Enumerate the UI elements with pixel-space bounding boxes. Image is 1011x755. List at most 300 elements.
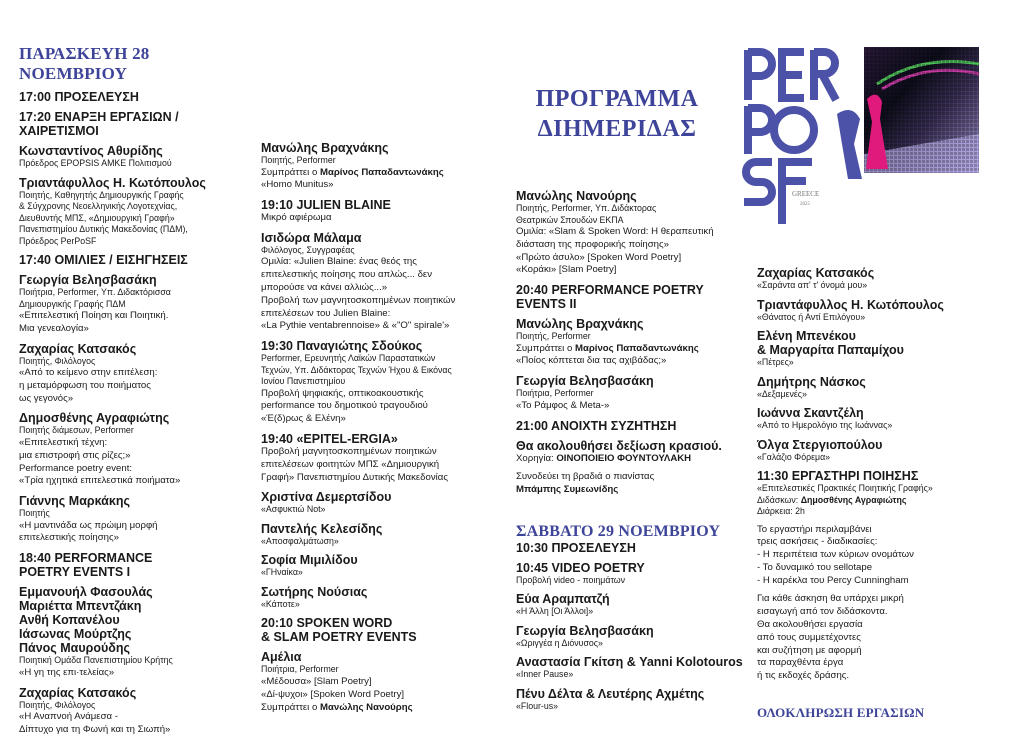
person-details: [19, 508, 254, 520]
entry-text: [261, 413, 496, 426]
person-details: [757, 420, 1002, 432]
entry-text-text: Δίπτυχο για τη Φωνή και τη Σιωπή»: [19, 723, 171, 735]
session-time-title: [19, 565, 254, 579]
person-name: [516, 374, 751, 388]
person-name-text: Ιωάννα Σκαντζέλη: [757, 406, 864, 420]
schedule-entry: [516, 471, 751, 497]
schedule-entry: [516, 687, 751, 713]
person-details-text: Φιλόλογος, Συγγραφέας: [261, 244, 355, 255]
session-time-title: [19, 253, 254, 267]
entry-text-text: Θα ακολουθήσει εργασία: [757, 619, 863, 631]
person-details: [19, 190, 254, 202]
person-name: [19, 686, 254, 700]
person-name-text: Εμμανουήλ Φασουλάς: [19, 585, 153, 600]
person-details-text: Ποιητική Ομάδα Πανεπιστημίου Κρήτης: [19, 655, 173, 666]
entry-text: [261, 459, 496, 472]
person-details-text: Πρόεδρος PerPoSF: [19, 235, 97, 246]
entry-text: [261, 308, 496, 321]
person-name-text: Πάνος Μαυρούδης: [19, 641, 131, 656]
person-details: [261, 376, 496, 388]
schedule-entry: [757, 266, 1002, 292]
person-name-text: Μανώλης Βραχνάκης: [261, 141, 389, 155]
person-details-text: «Ασφυκτιώ Not»: [261, 504, 326, 515]
session-time-title-text: 18:40 PERFORMANCE: [19, 551, 153, 566]
session-time-title-text: 21:00 ΑΝΟΙΧΤΗ ΣΥΖΗΤΗΣΗ: [516, 418, 677, 433]
person-details-text: «Η Άλλη [Οι Άλλοι]»: [516, 606, 594, 617]
person-details: [516, 701, 751, 713]
schedule-entry: [516, 624, 751, 650]
person-name: [516, 687, 751, 701]
person-details-text: «Ωριγγέα η Διόνυσος»: [516, 637, 603, 648]
person-name: [757, 406, 1002, 420]
person-details: [757, 452, 1002, 464]
entry-text-text: «Το Ράμφος & Meta-»: [516, 399, 610, 411]
entry-text-text: μπορούσε να κάνει αλλιώς...»: [261, 281, 388, 293]
person-name-text: Γεωργία Βελησβασάκη: [516, 623, 654, 638]
person-details-text: Διάρκεια: 2h: [757, 506, 805, 516]
person-name-text: Εύα Αραμπατζή: [516, 592, 610, 607]
person-details: [261, 365, 496, 377]
person-details: [261, 504, 496, 516]
person-details: [261, 599, 496, 611]
schedule-entry: [261, 553, 496, 579]
entry-text: [757, 670, 1002, 683]
perposf-logo-graphic: [742, 44, 987, 224]
person-name-text: Ισιδώρα Μάλαμα: [261, 230, 362, 245]
entry-text-text: τρεις ασκήσεις - διαδικασίες:: [757, 536, 878, 548]
schedule-entry: [261, 339, 496, 426]
entry-text: [19, 437, 254, 450]
logo-letters: [744, 50, 836, 224]
entry-text-text: «Η Αναπνοή Ανάμεσα -: [19, 711, 118, 723]
person-details: [261, 664, 496, 676]
person-details: [516, 215, 751, 227]
entry-text: [261, 167, 496, 180]
session-time-title-text: 19:40 «EPITEL-ERGIA»: [261, 432, 398, 447]
entry-text-text: «Δί-ψυχοι» [Spoken Word Poetry]: [261, 688, 405, 700]
entry-text-text: Ομιλία: «Julien Blaine: ένας θεός της: [261, 256, 417, 268]
entry-text: [19, 393, 254, 406]
session-time-title: [19, 551, 254, 565]
person-name-text: Μαριέττα Μπεντζάκη: [19, 599, 142, 614]
person-name-text: Μανώλης Βραχνάκης: [516, 317, 644, 332]
program-title-line: ΔΙΗΜΕΡΙΔΑΣ: [537, 116, 697, 142]
column-saturday: [757, 260, 1002, 727]
entry-text: [261, 472, 496, 485]
column-friday-evening: [261, 135, 496, 714]
entry-text-text: επιτελεστικής ποίησης»: [19, 532, 119, 544]
schedule-entry: [19, 494, 254, 545]
entry-text: [19, 463, 254, 476]
entry-text: [757, 562, 1002, 575]
session-time-title-text: 11:30 ΕΡΓΑΣΤΗΡΙ ΠΟΙΗΣΗΣ: [757, 469, 919, 483]
closing-heading: ΟΛΟΚΛΗΡΩΣΗ ΕΡΓΑΣΙΩΝ: [757, 705, 925, 721]
entry-text-text: Συμπράττει ο: [516, 342, 575, 354]
entry-text: [261, 400, 496, 413]
entry-text-text: «Επιτελεστική τέχνη:: [19, 436, 108, 448]
person-name: [19, 599, 254, 613]
session-time-title: [261, 432, 496, 446]
person-name: [19, 342, 254, 356]
person-details: [516, 575, 751, 587]
session-time-title: [516, 297, 751, 311]
entry-text: [261, 320, 496, 333]
entry-text: [516, 400, 751, 413]
person-details-text: «Inner Pause»: [516, 669, 574, 680]
entry-text: [261, 295, 496, 308]
session-time-title: [261, 198, 496, 212]
person-details: [261, 155, 496, 167]
person-details: [19, 213, 254, 225]
person-details: [516, 669, 751, 681]
schedule-entry: [261, 231, 496, 333]
person-details: [516, 203, 751, 215]
highlighted-name: Μανώλης Νανούρης: [319, 701, 413, 713]
entry-text-text: «Τρία ηχητικά επιτελεστικά ποιήματα»: [19, 475, 181, 487]
entry-text: [261, 212, 496, 225]
entry-text: [757, 536, 1002, 549]
person-name-text: Γιάννης Μαρκάκης: [19, 494, 130, 509]
person-details-text: Ποιήτρια, Performer, Υπ. Διδακτόρισσα: [19, 287, 171, 297]
schedule-entry: [757, 438, 1002, 464]
person-details: [516, 606, 751, 618]
column-friday-late: [516, 183, 751, 712]
person-details-text: Ποιητής: [19, 508, 50, 519]
entry-text-text: - Η καρέκλα του Percy Cunningham: [757, 574, 909, 586]
entry-text-text: «Πρώτο άσυλο» [Spoken Word Poetry]: [516, 251, 682, 263]
session-time-title-text: & SLAM POETRY EVENTS: [261, 630, 417, 645]
entry-text-text: επιτελέσεων του Julien Blaine:: [261, 307, 391, 319]
entry-text-text: Για κάθε άσκηση θα υπάρχει μικρή: [757, 593, 904, 605]
entry-text: [19, 724, 254, 737]
person-name-text: Δημήτρης Νάσκος: [757, 374, 866, 389]
person-name: [516, 624, 751, 638]
entry-text-text: Μια γενεαλογία»: [19, 322, 89, 334]
schedule-entry: [757, 593, 1002, 683]
entry-text: [19, 367, 254, 380]
schedule-entry: [19, 686, 254, 737]
schedule-entry: [516, 655, 751, 681]
session-time-title-text: 19:30 Παναγιώτης Σδούκος: [261, 339, 423, 354]
person-name-text: Χριστίνα Δεμερτσίδου: [261, 490, 392, 505]
person-name: [516, 189, 751, 203]
person-name: [19, 627, 254, 641]
person-details-text: «Από το Ημερολόγιο της Ιωάννας»: [757, 420, 893, 430]
schedule-entry: [261, 616, 496, 644]
person-name-text: Σοφία Μιμιλίδου: [261, 553, 358, 568]
entry-text: [516, 226, 751, 239]
person-details-text: «Γαλάζιο Φόρεμα»: [757, 451, 831, 462]
person-name-text: Μανώλης Νανούρης: [516, 189, 637, 203]
person-name: [19, 585, 254, 599]
schedule-entry: [19, 551, 254, 579]
highlighted-name: Μαρίνος Παπαδαντωνάκης: [574, 342, 699, 354]
entry-text: [261, 702, 496, 715]
entry-text: [516, 264, 751, 277]
entry-text: [261, 282, 496, 295]
entry-text: [757, 632, 1002, 645]
person-name: [261, 231, 496, 245]
session-time-title: [19, 110, 254, 124]
person-details-text: Ιονίου Πανεπιστημίου: [261, 376, 346, 387]
person-details-text: Πανεπιστημίου Δυτικής Μακεδονίας (ΠΔΜ),: [19, 224, 188, 234]
schedule-entry: [19, 176, 254, 248]
schedule-entry: [757, 406, 1002, 432]
entry-text-text: Χορηγία:: [516, 452, 557, 464]
person-details-text: «Πέτρες»: [757, 357, 794, 367]
session-time-title: [516, 541, 751, 555]
entry-text-text: Συμπράττει ο: [261, 701, 320, 713]
person-details-text: Διευθυντής ΜΠΣ, «Δημιουργική Γραφή»: [19, 212, 175, 223]
schedule-entry: [757, 329, 1002, 369]
person-name: [516, 655, 751, 669]
schedule-entry: [516, 439, 751, 466]
schedule-entry: [261, 198, 496, 225]
entry-text: [516, 355, 751, 368]
person-details-text: Τεχνών, Υπ. Διδάκτορας Τεχνών Ήχου & Εικόνας: [261, 364, 452, 375]
schedule-entry: [516, 374, 751, 412]
person-details-text: Ποιητής, Performer, Υπ. Διδάκτορας: [516, 203, 657, 213]
day-heading-friday: ΠΑΡΑΣΚΕΥΗ 28 ΝΟΕΜΒΡΙΟΥ: [19, 44, 150, 83]
session-time-title: [19, 124, 254, 138]
person-name: [516, 317, 751, 331]
schedule-entry: [516, 317, 751, 368]
person-details: [757, 280, 1002, 292]
session-time-title-text: 10:30 ΠΡΟΣΕΛΕΥΣΗ: [516, 540, 636, 555]
entry-text-text: Το εργαστήρι περιλαμβάνει: [757, 523, 872, 535]
person-name-text: Ιάσωνας Μούρτζης: [19, 627, 132, 642]
schedule-entry: [757, 298, 1002, 324]
entry-text-text: Μικρό αφιέρωμα: [261, 212, 332, 224]
day-heading-saturday: ΣΑΒΒΑΤΟ 29 ΝΟΕΜΒΡΙΟΥ: [516, 522, 721, 540]
session-time-title: [516, 561, 751, 575]
person-details: [757, 495, 1002, 507]
entry-text: [757, 606, 1002, 619]
schedule-entry: [19, 585, 254, 679]
session-time-title-text: 17:40 ΟΜΙΛΙΕΣ / ΕΙΣΗΓΗΣΕΙΣ: [19, 253, 188, 267]
program-title: [522, 84, 712, 144]
svg-text:GREECE: GREECE: [792, 190, 820, 198]
schedule-entry: [261, 432, 496, 484]
entry-text-text: «La Pythie ventabrennoise» & «"O" spirale'»: [261, 320, 450, 332]
session-time-title-text: 10:45 VIDEO POETRY: [516, 560, 645, 575]
entry-text-text: «Ποίος κόπτεται δια τας αχιβάδας;»: [516, 355, 667, 367]
program-title-line: ΠΡΟΓΡΑΜΜΑ: [535, 86, 699, 112]
person-details-text: Ποιητής, Performer: [516, 331, 591, 342]
person-name: [19, 494, 254, 508]
person-name-text: Ζαχαρίας Κατσακός: [757, 266, 875, 280]
person-name-text: Ελένη Μπενέκου: [757, 329, 856, 343]
schedule-entry: [19, 110, 254, 138]
entry-text: [261, 676, 496, 689]
person-name: [19, 641, 254, 655]
entry-text-text: Προβολή ψηφιακής, οπτικοακουστικής: [261, 387, 424, 399]
entry-text-text: «Η μαντινάδα ως πρώιμη μορφή: [19, 519, 158, 531]
entry-text: [19, 667, 254, 680]
person-details: [19, 158, 254, 170]
schedule-entry: [261, 141, 496, 192]
entry-text: [19, 532, 254, 545]
entry-text: [19, 323, 254, 336]
entry-text-text: «Από το κείμενο στην επιτέλεση:: [19, 367, 158, 379]
person-details-text: «Κάποτε»: [261, 598, 300, 609]
schedule-entry: [757, 469, 1002, 518]
person-details: [19, 299, 254, 311]
entry-text-text: εισαγωγή από τον διδάσκοντα.: [757, 606, 888, 618]
schedule-entry: [19, 253, 254, 267]
entry-text: [757, 645, 1002, 658]
entry-text-text: «Κοράκι» [Slam Poetry]: [516, 264, 617, 276]
person-details-text: Διδάσκων:: [757, 494, 801, 505]
entry-text-text: από τους συμμετέχοντες: [757, 631, 861, 643]
session-time-title: [757, 469, 1002, 483]
entry-text-text: μια επιστροφή στις ρίζες;»: [19, 449, 131, 461]
entry-text-text: «Η γη της επι·τελείας»: [19, 666, 115, 678]
person-details: [19, 224, 254, 236]
schedule-entry: [19, 273, 254, 336]
person-name: [516, 592, 751, 606]
schedule-entry: [516, 189, 751, 277]
entry-text: [19, 310, 254, 323]
entry-text: [261, 388, 496, 401]
entry-text-text: «Έ(δ)ρως & Ελένη»: [261, 413, 346, 425]
schedule-entry: [516, 592, 751, 618]
person-details: [261, 245, 496, 257]
person-details-text: Ποιητής, Φιλόλογος: [19, 355, 96, 366]
entry-text-text: «Επιτελεστική Ποίηση και Ποιητική.: [19, 310, 169, 321]
schedule-entry: [757, 375, 1002, 401]
person-details-text: «Δεξαμενές»: [757, 388, 807, 399]
person-name-text: Αμέλια: [261, 650, 302, 665]
person-details-text: Ποιητής, Φιλόλογος: [19, 699, 96, 710]
person-details: [516, 331, 751, 343]
schedule-entry: [261, 490, 496, 516]
person-details-text: Ποιήτρια, Performer: [261, 664, 339, 675]
person-name-text: Γεωργία Βελησβασάκη: [516, 374, 654, 389]
entry-text: [757, 593, 1002, 606]
person-name: [261, 522, 496, 536]
person-details-text: Ποιητής, Καθηγητής Δημιουργικής Γραφής: [19, 189, 184, 200]
schedule-entry: [261, 650, 496, 714]
session-time-title-text: 19:10 JULIEN BLAINE: [261, 198, 391, 213]
schedule-entry: [516, 541, 751, 555]
person-details: [19, 356, 254, 368]
person-details-text: Ποιήτρια, Performer: [516, 388, 594, 399]
schedule-entry: [516, 561, 751, 587]
person-name-text: & Μαργαρίτα Παπαμίχου: [757, 343, 904, 357]
person-details: [261, 353, 496, 365]
person-name-text: Όλγα Στεργιοπούλου: [757, 437, 883, 452]
person-details-text: «Επιτελεστικές Πρακτικές Ποιητικής Γραφής»: [757, 483, 933, 493]
person-details: [757, 357, 1002, 369]
person-name: [516, 439, 751, 453]
entry-text: [19, 475, 254, 488]
perposf-logo: [742, 44, 987, 224]
entry-text-text: επιτελέσεων φοιτητών ΜΠΣ «Δημιουργική: [261, 458, 440, 470]
entry-text: [19, 380, 254, 393]
person-details-text: Performer, Ερευνητής Λαϊκών Παραστατικών: [261, 353, 436, 364]
person-name: [261, 650, 496, 664]
entry-text-text: «Μέδουσα» [Slam Poetry]: [261, 675, 372, 687]
schedule-entry: [261, 585, 496, 611]
entry-text: [757, 657, 1002, 670]
person-details-text: & Σύγχρονης Νεοελληνικής Λογοτεχνίας,: [19, 201, 178, 211]
person-name: [261, 490, 496, 504]
person-details: [757, 506, 1002, 518]
person-details-text: «Flour-us»: [516, 700, 559, 711]
person-name: [757, 329, 1002, 343]
entry-text: [261, 269, 496, 282]
schedule-entry: [19, 144, 254, 170]
entry-text-text: - Το δυναμικό του sellotape: [757, 561, 873, 573]
person-name-text: Δημοσθένης Αγραφιώτης: [19, 411, 170, 426]
entry-text: [19, 520, 254, 533]
person-name: [757, 343, 1002, 357]
person-name-text: Γεωργία Βελησβασάκη: [19, 273, 157, 287]
session-time-title-text: 20:10 SPOKEN WORD: [261, 616, 393, 631]
person-details: [516, 638, 751, 650]
highlighted-name: Δημοσθένης Αγραφιώτης: [800, 494, 907, 505]
session-time-title-text: ΧΑΙΡΕΤΙΣΜΟΙ: [19, 124, 99, 138]
person-details-text: «ΓΗναίκα»: [261, 567, 303, 578]
session-time-title: [516, 419, 751, 433]
entry-text: [516, 252, 751, 265]
person-name-text: Ανθή Κοπανέλου: [19, 613, 120, 628]
person-details: [516, 388, 751, 400]
person-name: [19, 273, 254, 287]
entry-text: [19, 711, 254, 724]
entry-text-text: η μεταμόρφωση του ποιήματος: [19, 379, 151, 391]
entry-text: [516, 239, 751, 252]
person-name-text: Πένυ Δέλτα & Λευτέρης Αχμέτης: [516, 686, 705, 701]
entry-text-text: Συνοδεύει τη βραδιά ο πιανίστας: [516, 471, 655, 483]
person-name-text: Ζαχαρίας Κατσακός: [19, 341, 137, 356]
person-details-text: «Σαράντα απ' τ' όνομά μου»: [757, 280, 868, 290]
person-name: [19, 144, 254, 158]
highlighted-name: Μπάμπης Συμεωνίδης: [516, 484, 619, 496]
person-details: [19, 655, 254, 667]
person-details-text: «Αποσφαλμάτωση»: [261, 535, 339, 546]
entry-text: [261, 179, 496, 192]
entry-text-text: Συμπράττει ο: [261, 166, 320, 178]
person-details: [19, 287, 254, 299]
session-time-title: [261, 616, 496, 630]
person-details-text: Πρόεδρος EPOPSIS AMKE Πολιτισμού: [19, 158, 172, 168]
person-name: [261, 141, 496, 155]
person-name: [261, 553, 496, 567]
person-name-text: Παντελής Κελεσίδης: [261, 521, 383, 536]
entry-text: [757, 575, 1002, 588]
person-name-text: Κωνσταντίνος Αθυρίδης: [19, 144, 163, 158]
person-name-text: Τριαντάφυλλος Η. Κωτόπουλος: [757, 297, 944, 312]
schedule-entry: [516, 283, 751, 311]
entry-text: [757, 619, 1002, 632]
entry-text: [261, 689, 496, 702]
person-details: [19, 425, 254, 437]
person-details: [19, 700, 254, 712]
highlighted-name: ΟΙΝΟΠΟΙΕΙΟ ΦΟΥΝΤΟΥΛΑΚΗ: [556, 452, 692, 464]
session-time-title-text: 17:00 ΠΡΟΣΕΛΕΥΣΗ: [19, 90, 139, 104]
person-details: [261, 536, 496, 548]
person-details: [757, 389, 1002, 401]
person-details-text: Θεατρικών Σπουδών ΕΚΠΑ: [516, 214, 624, 225]
person-name: [261, 585, 496, 599]
person-details: [261, 567, 496, 579]
schedule-entry: [261, 522, 496, 548]
person-details-text: Προβολή video - ποιημάτων: [516, 574, 626, 585]
session-time-title-text: POETRY EVENTS I: [19, 565, 131, 580]
person-details: [757, 312, 1002, 324]
